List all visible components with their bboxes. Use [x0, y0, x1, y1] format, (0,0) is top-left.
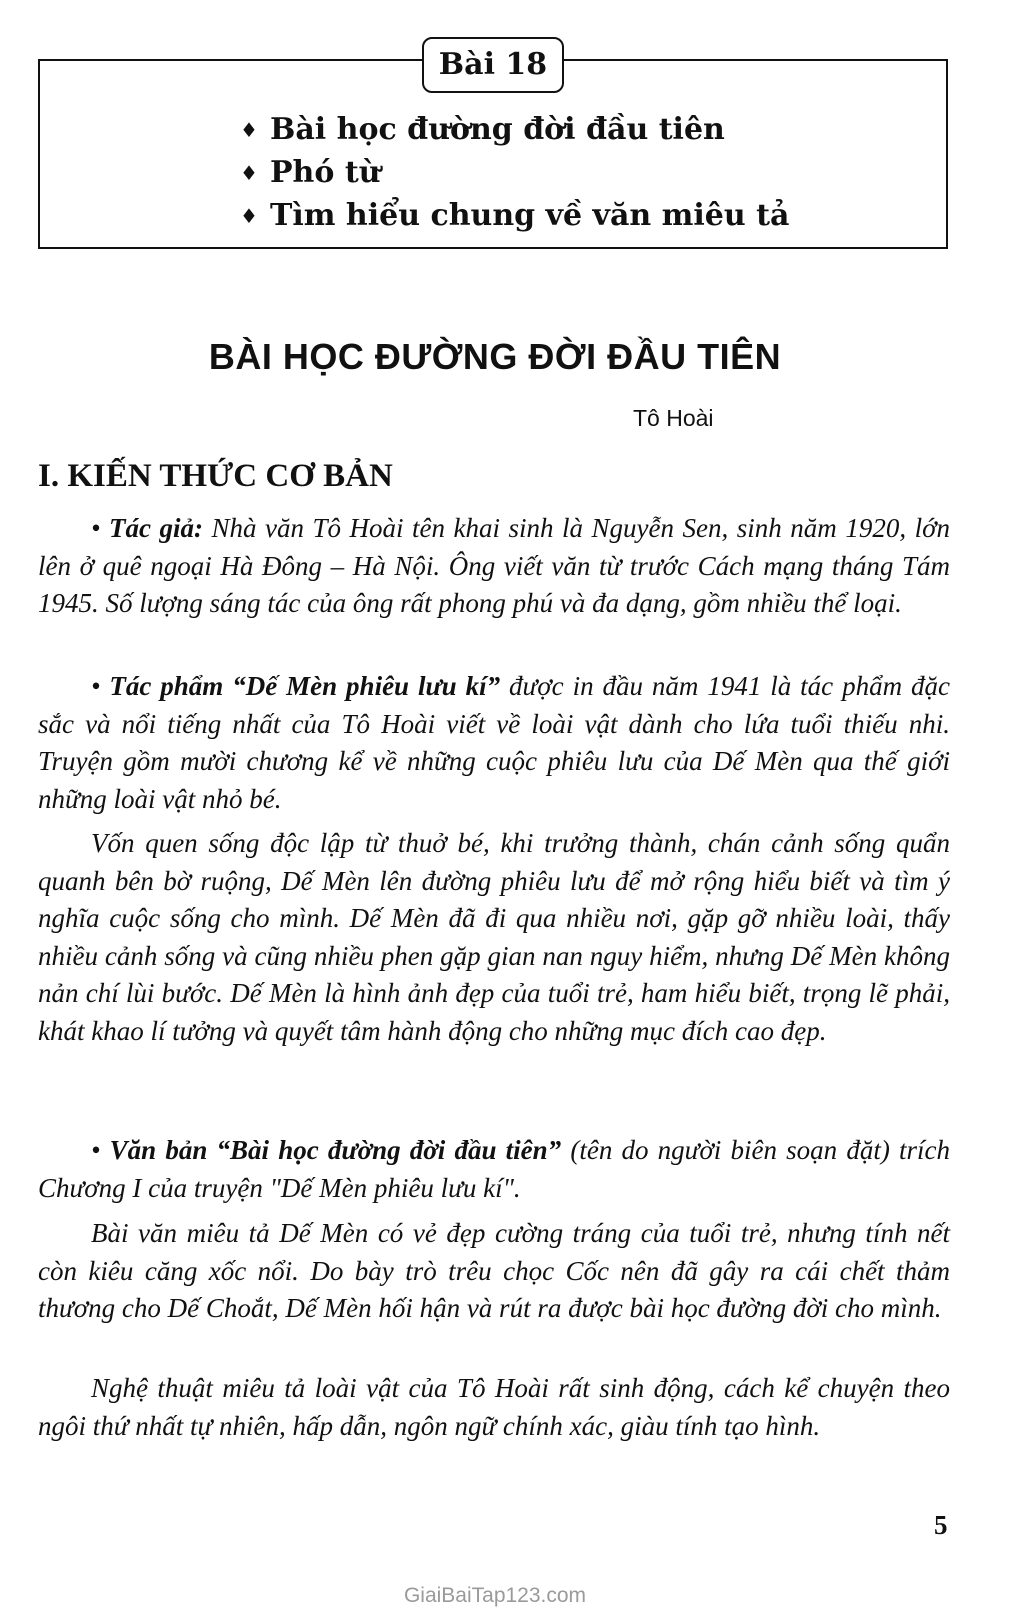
- bullet: •: [91, 671, 110, 701]
- lesson-topic: [240, 194, 789, 237]
- lesson-topic-text: Tìm hiểu chung về văn miêu tả: [270, 198, 790, 233]
- bullet: •: [91, 1135, 110, 1165]
- lesson-topic: [240, 151, 789, 194]
- paragraph-text: Nhà văn Tô Hoài tên khai sinh là Nguyễn Sen, sinh năm 1920, lớn lên ở quê ngoại Hà Đông – Hà Nội. Ông viết văn từ trước Cách mạng tháng Tám 1945. Số lượng sáng tác của ông rất phong phú và đa dạng, gồm nhiều thể loại.: [38, 513, 950, 619]
- lesson-topic-list: [240, 108, 789, 237]
- lesson-topic-text: Phó từ: [270, 155, 381, 190]
- diamond-bullet-icon: ♦: [240, 161, 258, 185]
- paragraph-label: Tác giả:: [108, 513, 203, 543]
- bullet: •: [91, 513, 109, 543]
- paragraph-text-info: [38, 1132, 950, 1207]
- paragraph-story-summary: [38, 825, 950, 1051]
- paragraph-art-summary: [38, 1370, 950, 1445]
- paragraph-text: được in đầu năm 1941 là tác phẩm đặc sắc và nổi tiếng nhất của Tô Hoài viết về loài vật dành cho lứa tuổi thiếu nhi. Truyện gồm mười chương kể về những cuộc phiêu lưu của Dế Mèn qua thế giới những loài vật nhỏ bé.: [38, 671, 950, 814]
- watermark: GiaiBaiTap123.com: [403, 1584, 587, 1607]
- paragraph-label: Tác phẩm “Dế Mèn phiêu lưu kí”: [109, 671, 501, 701]
- paragraph-label: Văn bản “Bài học đường đời đầu tiên”: [109, 1135, 562, 1165]
- page-number: 5: [934, 1510, 948, 1540]
- paragraph-text: (tên do người biên soạn đặt) trích Chương I của truyện "Dế Mèn phiêu lưu kí".: [38, 1135, 951, 1203]
- article-title: BÀI HỌC ĐƯỜNG ĐỜI ĐẦU TIÊN: [208, 336, 782, 377]
- article-author: Tô Hoài: [633, 405, 714, 431]
- lesson-number: Bài 18: [422, 37, 564, 93]
- paragraph-text: Nghệ thuật miêu tả loài vật của Tô Hoài rất sinh động, cách kể chuyện theo ngôi thứ nhất tự nhiên, hấp dẫn, ngôn ngữ chính xác, giàu tính tạo hình.: [38, 1373, 950, 1441]
- lesson-topic: [240, 108, 789, 151]
- paragraph-text: Bài văn miêu tả Dế Mèn có vẻ đẹp cường tráng của tuổi trẻ, nhưng tính nết còn kiêu căng xốc nổi. Do bày trò trêu chọc Cốc nên đã gây ra cái chết thảm thương cho Dế Choắt, Dế Mèn hối hận và rút ra được bài học đường đời cho mình.: [38, 1218, 950, 1324]
- section-heading: I. KIẾN THỨC CƠ BẢN: [38, 458, 393, 494]
- paragraph-author-info: [38, 510, 950, 623]
- paragraph-text: Vốn quen sống độc lập từ thuở bé, khi trưởng thành, chán cảnh sống quẩn quanh bên bờ ruộng, Dế Mèn lên đường phiêu lưu để mở rộng hiểu biết và tìm ý nghĩa cuộc sống cho mình. Dế Mèn đã đi qua nhiều nơi, gặp gỡ nhiều loài, thấy nhiều cảnh sống và cũng nhiều phen gặp gian nan nguy hiểm, nhưng Dế Mèn không nản chí lùi bước. Dế Mèn là hình ảnh đẹp của tuổi trẻ, ham hiểu biết, trọng lẽ phải, khát khao lí tưởng và quyết tâm hành động cho những mục đích cao đẹp.: [38, 828, 950, 1046]
- lesson-topic-text: Bài học đường đời đầu tiên: [270, 112, 725, 147]
- diamond-bullet-icon: ♦: [240, 204, 258, 228]
- diamond-bullet-icon: ♦: [240, 118, 258, 142]
- paragraph-content-summary: [38, 1215, 950, 1328]
- paragraph-work-info: [38, 668, 950, 818]
